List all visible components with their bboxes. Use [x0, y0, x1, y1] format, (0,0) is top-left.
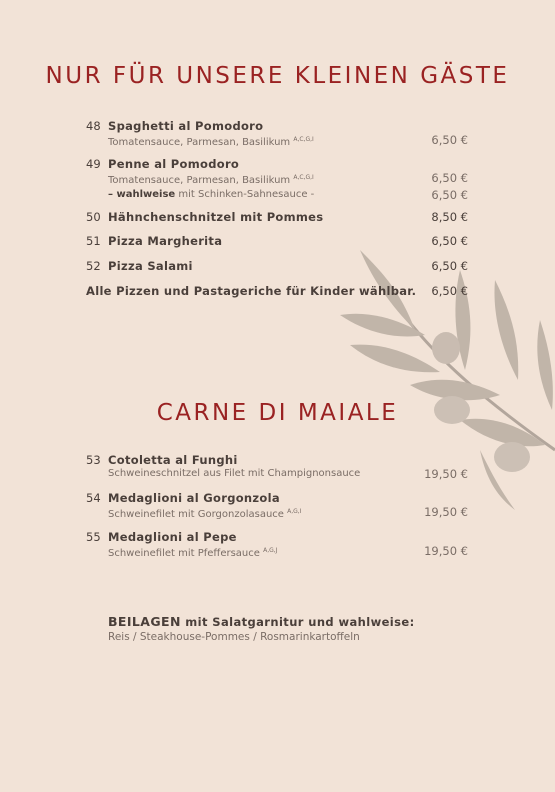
sides-heading-rest: mit Salatgarnitur und wahlweise: — [185, 615, 415, 629]
note-price: 6,50 € — [431, 284, 468, 298]
section-title-kids: NUR FÜR UNSERE KLEINEN GÄSTE — [45, 63, 510, 89]
menu-item — [86, 234, 476, 248]
menu-item — [86, 119, 476, 150]
item-description: Schweineschnitzel aus Filet mit Champignonsauce — [108, 468, 361, 479]
menu-item — [86, 453, 476, 481]
item-description: Tomatensauce, Parmesan, Basilikum — [108, 175, 291, 186]
item-name: Hähnchenschnitzel mit Pommes — [108, 210, 324, 224]
menu-item — [86, 530, 476, 561]
item-name: Penne al Pomodoro — [108, 157, 240, 171]
item-name: Pizza Margherita — [108, 234, 223, 248]
item-name: Medaglioni al Pepe — [108, 530, 237, 544]
item-number: 52 — [86, 259, 101, 273]
item-allergens: A,G,J — [263, 547, 278, 554]
item-price: 6,50 € — [431, 234, 468, 248]
item-price: 8,50 € — [431, 210, 468, 224]
item-option-prefix: – wahlweise — [108, 189, 176, 200]
menu-item — [86, 210, 476, 224]
sides-block — [108, 614, 415, 643]
item-number: 54 — [86, 491, 101, 505]
item-price: 6,50 € — [431, 133, 468, 147]
item-option-price: 6,50 € — [431, 188, 468, 202]
item-number: 51 — [86, 234, 101, 248]
item-price: 19,50 € — [424, 505, 468, 519]
item-number: 50 — [86, 210, 101, 224]
item-description: Schweinefilet mit Gorgonzolasauce — [108, 509, 284, 520]
item-number: 48 — [86, 119, 101, 133]
item-name: Medaglioni al Gorgonzola — [108, 491, 280, 505]
item-price: 19,50 € — [424, 544, 468, 558]
item-name: Spaghetti al Pomodoro — [108, 119, 264, 133]
item-allergens: A,C,G,I — [293, 174, 314, 181]
item-allergens: A,G,I — [287, 508, 302, 515]
kids-note — [86, 284, 476, 298]
item-number: 49 — [86, 157, 101, 171]
menu-item — [86, 491, 476, 522]
sides-text: Reis / Steakhouse-Pommes / Rosmarinkartoffeln — [108, 631, 360, 643]
item-description: Schweinefilet mit Pfeffersauce — [108, 548, 260, 559]
item-price: 6,50 € — [431, 171, 468, 185]
item-description: Tomatensauce, Parmesan, Basilikum — [108, 137, 291, 148]
menu-item — [86, 259, 476, 273]
item-number: 53 — [86, 453, 101, 467]
menu-item — [86, 157, 476, 202]
item-allergens: A,C,G,I — [293, 136, 314, 143]
item-price: 19,50 € — [424, 467, 468, 481]
sides-heading: BEILAGEN — [108, 614, 181, 629]
item-number: 55 — [86, 530, 101, 544]
item-name: Cotoletta al Funghi — [108, 453, 238, 467]
section-title-pork: CARNE DI MAIALE — [156, 400, 399, 426]
note-text: Alle Pizzen und Pastageriche für Kinder wählbar. — [86, 284, 417, 298]
item-price: 6,50 € — [431, 259, 468, 273]
item-option-text: mit Schinken-Sahnesauce - — [178, 189, 315, 200]
item-name: Pizza Salami — [108, 259, 193, 273]
